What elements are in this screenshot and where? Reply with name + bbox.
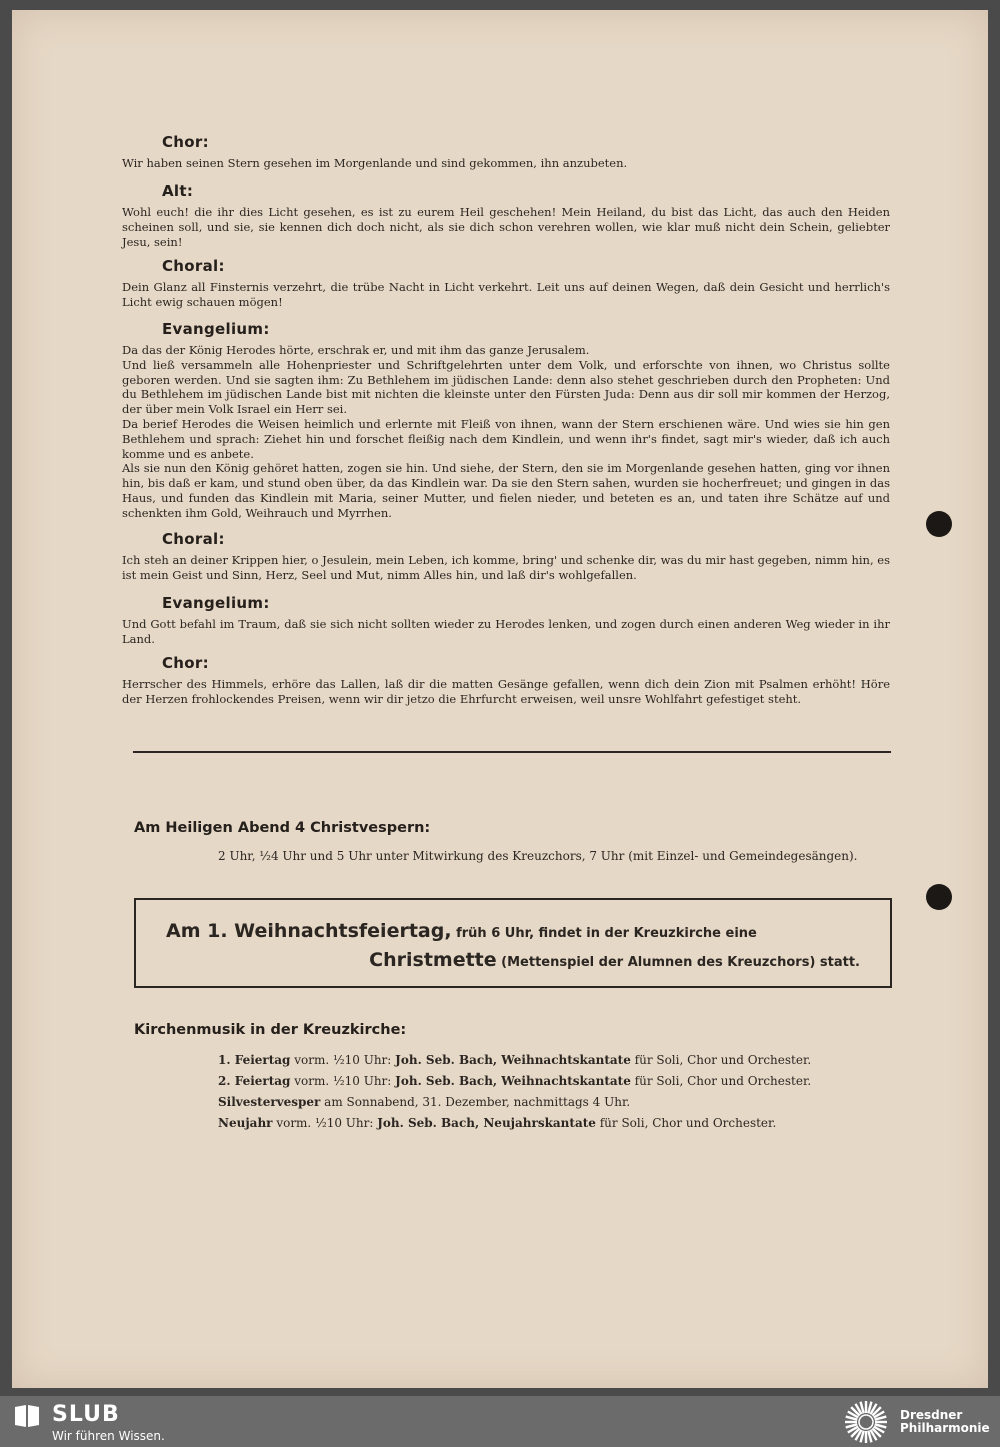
section-text: Ich steh an deiner Krippen hier, o Jesulein, mein Leben, ich komme, bring' und schenke dir, was du mir hast gegeben, nimm hin, es ist mein Geist und Sinn, Herz, Seel und Mut, nimm Alles hin, und laß dir's wohlgefallen. — [122, 553, 890, 582]
section-heading: Choral: — [162, 257, 225, 275]
christmette-label: Christmette — [369, 949, 497, 971]
item-composer: Joh. Seb. Bach, — [377, 1116, 480, 1130]
section-text: Als sie nun den König gehöret hatten, zogen sie hin. Und siehe, der Stern, den sie im Morgenlande gesehen hatten, ging vor ihnen hin, bis daß er kam, und stund oben über, da das Kindlein war. Da sie den Stern sahen, wurden sie hocherfreuet; und gingen in das Haus, und funden das Kindlein mit Maria, seiner Mutter, und fielen nieder, und beteten es an, und taten ihre Schätze auf und schenkten ihm Gold, Weihrauch und Myrrhen. — [122, 461, 890, 520]
item-time: vorm. ½10 Uhr: — [272, 1116, 378, 1130]
section-chor-1 — [122, 133, 890, 171]
section-chor-2 — [122, 654, 890, 707]
christmette-line-1 — [166, 920, 757, 942]
item-time: vorm. ½10 Uhr: — [290, 1053, 396, 1067]
christvespern-heading: Am Heiligen Abend 4 Christvespern: — [134, 820, 431, 836]
punch-hole — [926, 511, 952, 537]
item-day: 1. Feiertag — [218, 1053, 291, 1067]
slub-tagline: Wir führen Wissen. — [52, 1429, 165, 1443]
section-heading: Chor: — [162, 654, 209, 672]
christmette-text: (Mettenspiel der Alumnen des Kreuzchors) statt. — [496, 955, 860, 970]
item-work: Neujahrskantate — [479, 1116, 596, 1130]
list-item — [218, 1113, 811, 1134]
section-evangelium-1 — [122, 320, 890, 521]
section-text: Wir haben seinen Stern gesehen im Morgenlande und sind gekommen, ihn anzubeten. — [122, 156, 628, 170]
christmette-box — [134, 898, 892, 988]
kirchenmusik-heading: Kirchenmusik in der Kreuzkirche: — [134, 1022, 407, 1038]
section-evangelium-2 — [122, 594, 890, 647]
philharmonie-name[interactable] — [900, 1409, 990, 1435]
section-heading: Choral: — [162, 530, 225, 548]
section-heading: Evangelium: — [162, 594, 270, 612]
item-composer: Joh. Seb. Bach, — [395, 1074, 498, 1088]
item-work: Weihnachtskantate — [497, 1053, 631, 1067]
section-text: Da das der König Herodes hörte, erschrak er, und mit ihm das ganze Jerusalem. — [122, 343, 590, 357]
kirchenmusik-list — [218, 1050, 811, 1134]
slub-name[interactable]: SLUB — [52, 1402, 120, 1427]
item-time: vorm. ½10 Uhr: — [290, 1074, 396, 1088]
list-item — [218, 1071, 811, 1092]
divider-rule — [133, 751, 891, 753]
item-day: Neujahr — [218, 1116, 273, 1130]
section-alt — [122, 182, 890, 249]
section-text: Und Gott befahl im Traum, daß sie sich nicht sollten wieder zu Herodes lenken, und zogen durch einen anderen Weg wieder in ihr Land. — [122, 617, 890, 646]
christvespern-times: 2 Uhr, ½4 Uhr und 5 Uhr unter Mitwirkung des Kreuzchors, 7 Uhr (mit Einzel- und Gemeindegesängen). — [218, 849, 858, 863]
feiertag-text: früh 6 Uhr, findet in der Kreuzkirche eine — [451, 926, 757, 941]
section-heading: Evangelium: — [162, 320, 270, 338]
item-work: Weihnachtskantate — [497, 1074, 631, 1088]
list-item — [218, 1092, 811, 1113]
feiertag-label: Am 1. Weihnachtsfeiertag, — [166, 920, 452, 942]
item-composer: Joh. Seb. Bach, — [395, 1053, 498, 1067]
section-text: Da berief Herodes die Weisen heimlich und erlernte mit Fleiß von ihnen, wann der Stern erschienen wäre. Und wies sie hin gen Bethlehem und sprach: Ziehet hin und forschet fleißig nach dem Kindlein, und wenn ihr's findet, sagt mir's wieder, daß ich auch komme und es anbete. — [122, 416, 890, 461]
christmette-line-2 — [369, 949, 860, 971]
philharmonie-line-1: Dresdner — [900, 1408, 963, 1422]
philharmonie-line-2: Philharmonie — [900, 1421, 990, 1435]
punch-hole — [926, 884, 952, 910]
section-choral-1 — [122, 257, 890, 310]
section-text: Wohl euch! die ihr dies Licht gesehen, es ist zu eurem Heil geschehen! Mein Heiland, du bist das Licht, das auch den Heiden scheinen soll, und sie, sie kennen dich doch nicht, als sie dich schon verehren wollen, wie klar muß nicht dein Schein, geliebter Jesu, sein! — [122, 205, 890, 249]
section-text: Dein Glanz all Finsternis verzehrt, die trübe Nacht in Licht verkehrt. Leit uns auf deinen Wegen, daß dein Gesicht und herrlich's Licht ewig schauen mögen! — [122, 280, 890, 309]
item-rest: für Soli, Chor und Orchester. — [595, 1116, 777, 1130]
item-day: 2. Feiertag — [218, 1074, 291, 1088]
item-rest: für Soli, Chor und Orchester. — [630, 1053, 812, 1067]
footer-bar — [0, 1396, 1000, 1447]
section-choral-2 — [122, 530, 890, 583]
section-heading: Alt: — [162, 182, 194, 200]
list-item — [218, 1050, 811, 1071]
section-text: Und ließ versammeln alle Hohenpriester und Schriftgelehrten unter dem Volk, und erforschte von ihnen, wo Christus sollte geboren werden. Und sie sagten ihm: Zu Bethlehem im jüdischen Lande: denn also stehet geschrieben durch den Propheten: Und du Bethlehem im jüdischen Lande bist mit nichten die kleinste unter den Fürsten Juda: Denn aus dir soll mir kommen der Herzog, der über mein Volk Israel ein Herr sei. — [122, 357, 890, 417]
item-day: Silvestervesper — [218, 1095, 321, 1109]
sunburst-icon[interactable] — [843, 1399, 889, 1445]
section-heading: Chor: — [162, 133, 209, 151]
section-text: Herrscher des Himmels, erhöre das Lallen, laß dir die matten Gesänge gefallen, wenn dich dein Zion mit Psalmen erhöht! Höre der Herzen frohlockendes Preisen, wenn wir dir jetzo die Ehrfurcht erweisen, weil unsre Wohlfahrt gefestiget steht. — [122, 677, 890, 706]
book-icon[interactable] — [14, 1404, 40, 1428]
item-time: am Sonnabend, 31. Dezember, nachmittags 4 Uhr. — [320, 1095, 631, 1109]
item-rest: für Soli, Chor und Orchester. — [630, 1074, 812, 1088]
